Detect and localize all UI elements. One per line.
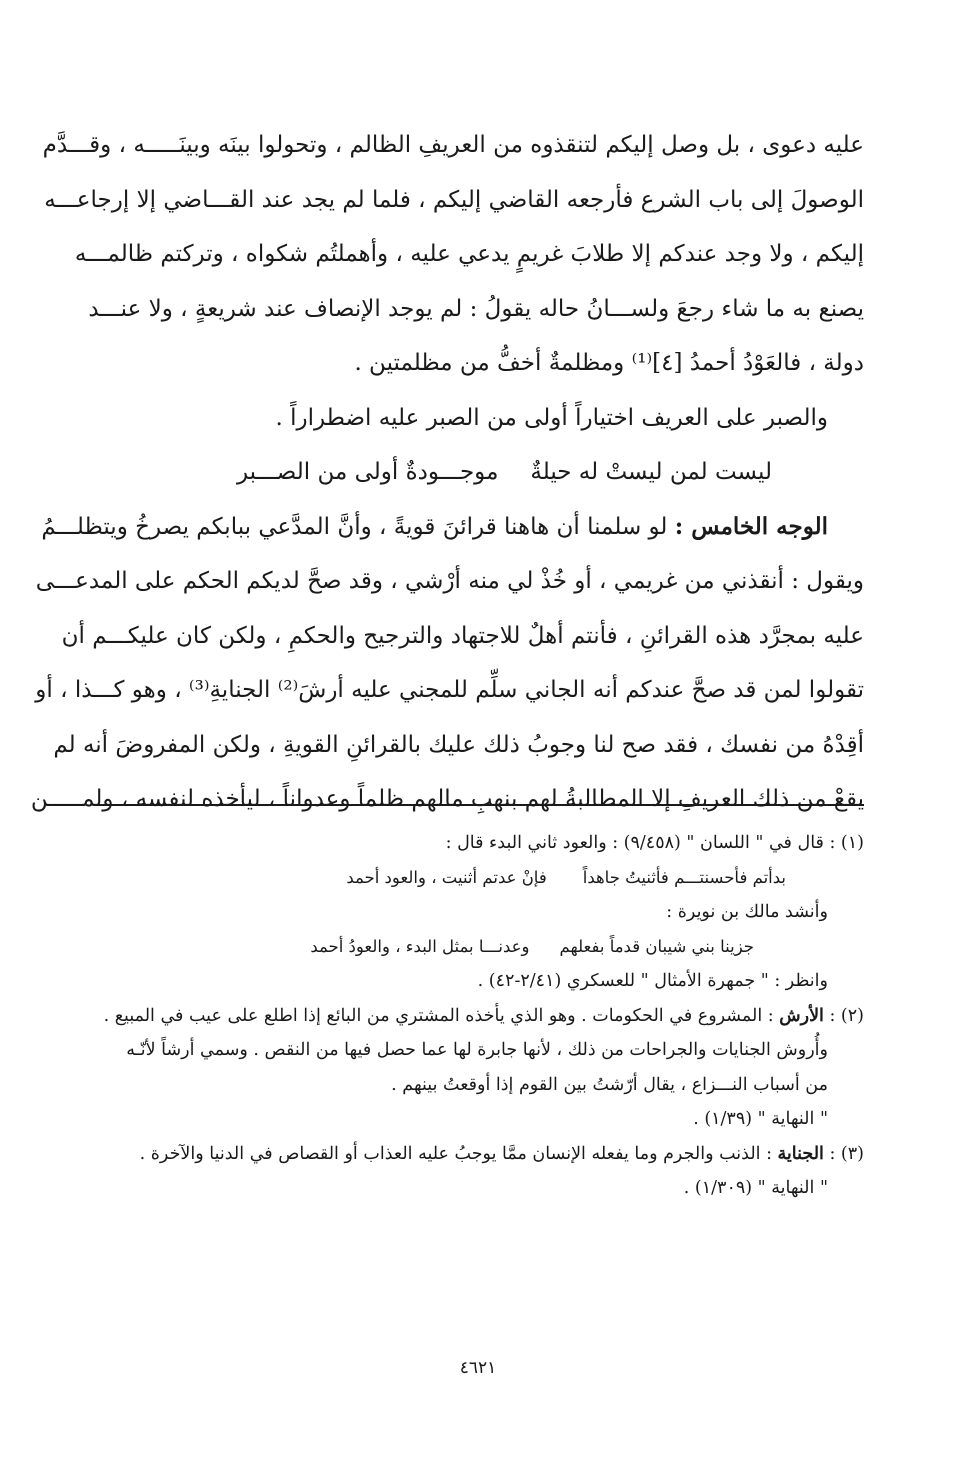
footnote-1-head: (١) : قال في " اللسان " (٩/٤٥٨) : والعود ثاني البدء قال : <box>445 833 864 853</box>
footnote-1-verse <box>96 930 864 965</box>
page-number: ٤٦٢١ <box>459 1358 497 1378</box>
footnote-2-line: من أسباب النـــزاع ، يقال أرّشتُ بين القوم إذا أوقعتُ بينهم . <box>391 1074 828 1095</box>
footnote-1-line: وانظر : " جمهرة الأمثال " للعسكري (٢/٤١-٤٢) . <box>477 971 828 991</box>
footnote-3-line: " النهاية " (١/٣٠٩) . <box>683 1178 828 1198</box>
verse-hemistich: فإنْ عدتم أثنيت ، والعود أحمد <box>346 867 547 887</box>
verse-line <box>96 445 864 500</box>
footnote-3-head <box>96 1137 864 1172</box>
text-line: عليه بمجرَّد هذه القرائنِ ، فأنتم أهلٌ للاجتهاد والترجيح والحكمِ ، ولكن كان عليكـــم أن <box>61 622 864 649</box>
footnote-1-verse <box>96 861 864 896</box>
text-line: أقِدْهُ من نفسك ، فقد صح لنا وجوبُ ذلك عليك بالقرائنِ القويةِ ، ولكن المفروضَ أنه لم <box>53 731 864 758</box>
footnote-2-line: وأُروش الجنايات والجراحات من ذلك ، لأنها جابرة لها عما حصل فيها من النقص . وسمي أرشاً لأنّـه <box>126 1040 828 1060</box>
text-line: عليه دعوى ، بل وصل إليكم لتنقذوه من العريفِ الظالم ، وتحولوا بينَه وبينَـــــه ، وقـــدَّم <box>42 132 864 158</box>
section-line <box>41 500 864 555</box>
text-line: تقولوا لمن قد صحَّ عندكم أنه الجاني سلِّم للمجني عليه أرشَ⁽²⁾ الجنايةِ⁽³⁾ ، وهو كـــذا ، أو <box>35 677 864 703</box>
text-line: إليكم ، ولا وجد عندكم إلا طلابَ غريمٍ يدعي عليه ، وأهملتُم شكواه ، وتركتم ظالمـــه <box>74 241 864 267</box>
footnote-text: : الذنب والجرم وما يفعله الإنسان ممَّا يوجبُ عليه العذاب أو القصاص في الدنيا والآخرة . <box>139 1143 778 1164</box>
verse-hemistich: بدأتم فأحسنتـــم فأثنيتُ جاهداً <box>582 867 786 887</box>
text-line: يقعْ من ذلك العريفِ إلا المطالبةُ لهم بنهبِ مالهم ظلماً وعدواناً ، ليأخذه لنفسه ، ولمـــــن <box>30 786 864 812</box>
verse-hemistich: موجـــودةٌ أولى من الصـــبر <box>236 459 499 485</box>
text-line: الوصولَ إلى باب الشرع فأرجعه القاضي إليكم ، فلما لم يجد عند القـــاضي إلا إرجاعـــه <box>44 186 864 213</box>
text-line: دولة ، فالعَوْدُ أحمدُ [٤]⁽¹⁾ ومظلمةٌ أخفُّ من مظلمتين . <box>354 350 864 376</box>
verse-hemistich: جزينا بني شيبان قدماً بفعلهم <box>559 936 754 956</box>
footnote-number: (٣) : <box>823 1143 864 1164</box>
footnote-divider <box>96 804 864 806</box>
footnotes <box>96 826 864 1206</box>
footnote-text: : المشروع في الحكومات . وهو الذي يأخذه المشتري من البائع إذا اطلع على عيب في المبيع . <box>103 1005 780 1026</box>
footnote-1-line: وأنشد مالك بن نويرة : <box>666 902 828 922</box>
text-line: ويقول : أنقذني من غريمي ، أو خُذْ لي منه أرْشي ، وقد صحَّ لديكم الحكم على المدعـــى <box>35 568 864 594</box>
text-line: والصبر على العريف اختياراً أولى من الصبر عليه اضطراراً . <box>275 404 828 431</box>
footnote-term: الأرش <box>779 1005 824 1026</box>
section-text: لو سلمنا أن هاهنا قرائنَ قويةً ، وأنَّ المدَّعي ببابكم يصرخُ ويتظلـــمُ <box>41 513 675 540</box>
text-line: يصنع به ما شاء رجعَ ولســـانُ حاله يقولُ : لم يوجد الإنصاف عند شريعةٍ ، ولا عنـــد <box>88 295 864 322</box>
section-heading: الوجه الخامس : <box>674 512 828 540</box>
footnote-2-line: " النهاية " (١/٣٩) . <box>693 1109 828 1129</box>
verse-hemistich: وعدنـــا بمثل البدء ، والعودُ أحمد <box>310 936 530 956</box>
verse-hemistich: ليست لمن ليستْ له حيلةٌ <box>530 459 772 485</box>
footnote-term: الجناية <box>777 1143 824 1164</box>
footnote-2-head <box>96 999 864 1034</box>
footnote-number: (٢) : <box>823 1005 864 1026</box>
main-text <box>30 118 864 827</box>
